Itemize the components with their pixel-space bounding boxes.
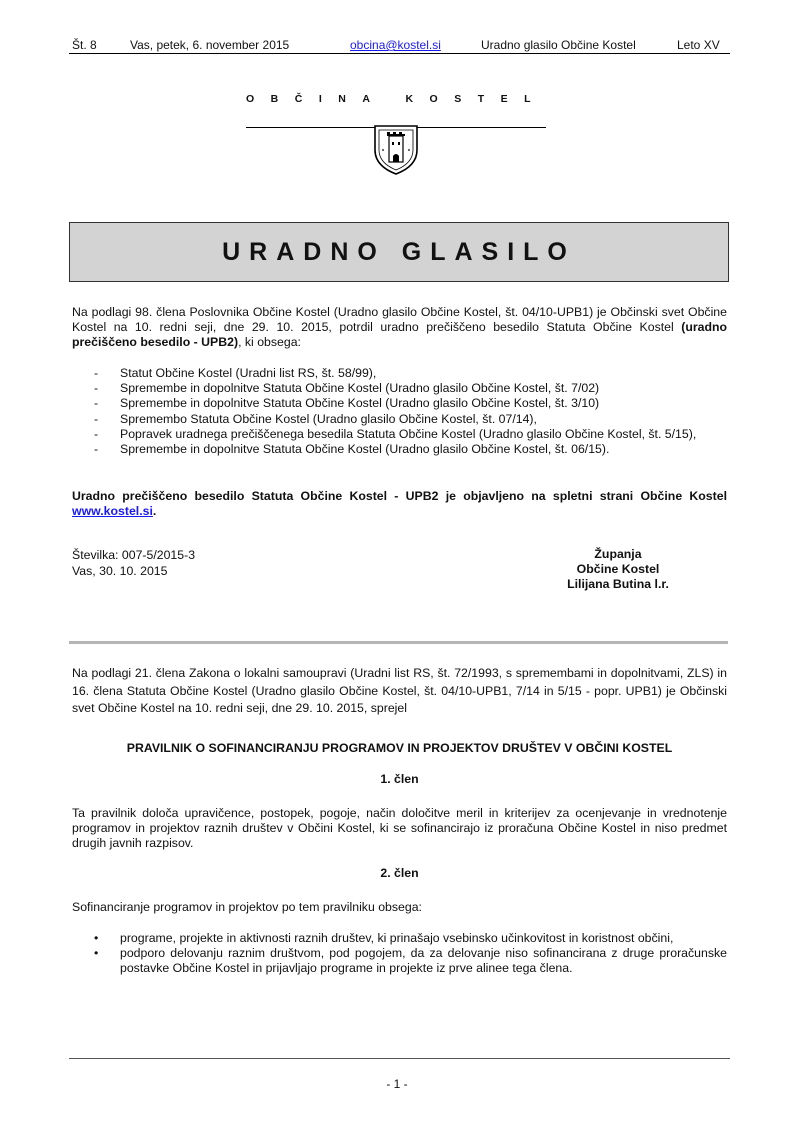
header-email-link[interactable]: obcina@kostel.si [350,38,441,52]
list-dash: - [94,366,99,380]
header-issue: Št. 8 [72,38,97,52]
list-item [72,366,727,381]
article1-heading: 1. člen [380,772,419,786]
list-item [72,427,727,442]
gazette-banner [69,222,729,282]
published-end: . [152,504,157,519]
article1-text: Ta pravilnik določa upravičence, postopek, pogoje, način določitve meril in kriterijev za ocenjevanje in vrednotenje programov in projektov raznih društev v Občini Kostel, ki se sofinancirajo iz proračuna Občine Kostel in niso predmet drugih javnih razpisov. [72,806,727,851]
bullet-dot: • [94,931,99,945]
list-item-text: Spremembo Statuta Občine Kostel (Uradno glasilo Občine Kostel, št. 07/14), [120,411,537,426]
published-note [72,489,727,519]
section1-intro [72,305,727,351]
article2-heading: 2. člen [380,866,419,880]
bullet-dot: • [94,946,99,961]
signature-block [528,547,708,593]
list-item [72,442,727,457]
banner-title: URADNO GLASILO [222,238,576,266]
list-item-text: Spremembe in dopolnitve Statuta Občine Kostel (Uradno glasilo Občine Kostel, št. 06/15). [120,442,610,457]
header-gazette: Uradno glasilo Občine Kostel [481,38,636,52]
intro-text: Na podlagi 98. člena Poslovnika Občine Kostel (Uradno glasilo Občine Kostel, št. 04/10-UPB1) je Občinski svet Občine Kostel na 10. redni seji, dne 29. 10. 2015, potrdil uradno prečiščeno besedilo Statuta Občine Kostel [72,305,727,335]
list-item [72,931,727,946]
article2-bullets [72,931,727,977]
footer-divider [69,1058,730,1059]
list-item-text: Popravek uradnega prečiščenega besedila Statuta Občine Kostel (Uradno glasilo Občine Kostel, št. 5/15), [120,426,697,441]
place-date: Vas, 30. 10. 2015 [72,564,168,578]
header-divider [69,53,730,54]
intro-end: , ki obsega: [238,335,301,350]
section2-intro: Na podlagi 21. člena Zakona o lokalni samoupravi (Uradni list RS, št. 72/1993, s spremembami in dopolnitvami, ZLS) in 16. člena Statuta Občine Kostel (Uradno glasilo Občine Kostel, št. 04/10-UPB1, 7/14 in 5/15 - popr. UPB1) je Občinski svet Občine Kostel na 10. redni seji, dne 29. 10. 2015, sprejel [72,666,727,715]
signature-org: Občine Kostel [576,562,660,577]
list-item [72,946,727,976]
intro-bold: (uradno prečiščeno besedilo - UPB2) [72,320,727,350]
regulation-title: PRAVILNIK O SOFINANCIRANJU PROGRAMOV IN PROJEKTOV DRUŠTEV V OBČINI KOSTEL [126,741,673,755]
signature-role: Županja [594,547,642,561]
list-item [72,381,727,396]
page-number: - 1 - [386,1077,408,1091]
coat-of-arms-icon [372,120,420,176]
website-link[interactable]: www.kostel.si [72,504,153,519]
statute-list [72,366,727,457]
list-item-text: Statut Občine Kostel (Uradni list RS, št. 58/99), [120,366,377,380]
municipality-name: OBČINA KOSTEL [246,93,548,105]
list-item-text: Spremembe in dopolnitve Statuta Občine Kostel (Uradno glasilo Občine Kostel, št. 7/02) [120,381,600,396]
list-dash: - [94,381,99,396]
list-item-text: podporo delovanju raznim društvom, pod pogojem, da za delovanje niso sofinancirana z druge proračunske postavke Občine Kostel in prijavljajo programe in projekte iz prve alinee tega člena. [120,946,727,976]
list-dash: - [94,442,99,457]
article2-text: Sofinanciranje programov in projektov po tem pravilniku obsega: [72,900,422,914]
published-text: Uradno prečiščeno besedilo Statuta Občine Kostel - UPB2 je objavljeno na spletni strani Občine Kostel [72,489,727,503]
list-item [72,412,727,427]
section-separator [69,641,728,644]
list-dash: - [94,411,99,426]
header-year: Leto XV [677,38,720,52]
list-dash: - [94,426,99,441]
header-date: Vas, petek, 6. november 2015 [130,38,290,52]
list-item-text: Spremembe in dopolnitve Statuta Občine Kostel (Uradno glasilo Občine Kostel, št. 3/10) [120,396,600,411]
list-dash: - [94,396,99,411]
signature-name: Lilijana Butina l.r. [567,577,669,592]
document-number: Številka: 007-5/2015-3 [72,548,196,562]
list-item-text: programe, projekte in aktivnosti raznih društev, ki prinašajo vsebinsko učinkovitost in koristnost občini, [120,931,674,945]
list-item [72,396,727,411]
